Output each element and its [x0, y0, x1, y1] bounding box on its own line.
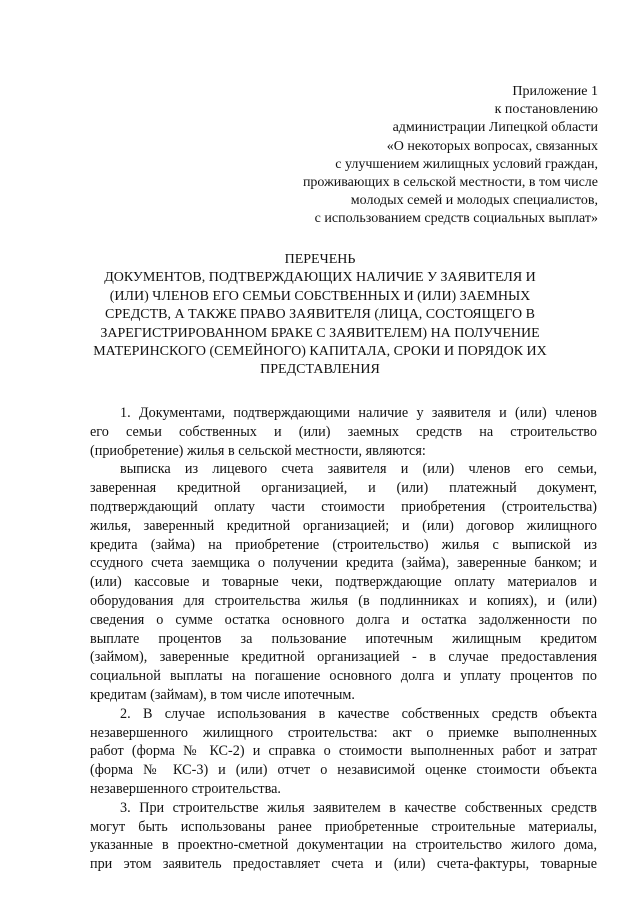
body-line: кредита (займа) на приобретение (строительство) жилья с выпиской из: [90, 536, 597, 553]
appendix-line: к постановлению: [494, 102, 598, 118]
body-line: работ (форма № КС-2) и справка о стоимости выполненных работ и затрат: [90, 743, 597, 760]
body-line: указанные в проектно-сметной документации на строительство жилого дома,: [90, 837, 597, 854]
appendix-header: [268, 83, 598, 229]
body-line: выплате процентов за пользование ипотечным жилищным кредитом: [90, 630, 597, 647]
body-line: подтверждающий оплату части стоимости приобретения (строительства): [90, 498, 597, 515]
body-line: ссудного счета заемщика о получении кредита (займа), заверенные банком; и: [90, 555, 597, 572]
title-line: (ИЛИ) ЧЛЕНОВ ЕГО СЕМЬИ СОБСТВЕННЫХ И (ИЛИ) ЗАЕМНЫХ: [109, 288, 531, 304]
body-line: (форма № КС-3) и (или) отчет о независимой оценке стоимости объекта: [90, 762, 597, 779]
title-line: ДОКУМЕНТОВ, ПОДТВЕРЖДАЮЩИХ НАЛИЧИЕ У ЗАЯВИТЕЛЯ И: [104, 270, 536, 286]
body-line: (приобретение) жилья в сельской местности, являются:: [90, 442, 426, 459]
appendix-line: с улучшением жилищных условий граждан,: [335, 156, 598, 172]
body-line: 1. Документами, подтверждающими наличие у заявителя и (или) членов: [120, 405, 597, 421]
appendix-line: Приложение 1: [512, 84, 598, 99]
title-line: МАТЕРИНСКОГО (СЕМЕЙНОГО) КАПИТАЛА, СРОКИ И ПОРЯДОК ИХ: [93, 344, 547, 360]
title-line: СРЕДСТВ, А ТАКЖЕ ПРАВО ЗАЯВИТЕЛЯ (ЛИЦА, СОСТОЯЩЕГО В: [105, 307, 535, 323]
appendix-line: проживающих в сельской местности, в том числе: [302, 175, 598, 191]
body-line: заверенная кредитной организацией, и (или) платежный документ,: [90, 480, 597, 497]
body-line: незавершенного строительства.: [90, 780, 281, 797]
document-body: [90, 404, 597, 874]
body-line: 2. В случае использования в качестве собственных средств объекта: [120, 705, 597, 722]
title-line: ПРЕДСТАВЛЕНИЯ: [260, 362, 380, 378]
body-line: кредитам (займам), в том числе ипотечным.: [90, 686, 355, 703]
body-line: незавершенного жилищного строительства: акт о приемке выполненных: [90, 724, 597, 741]
body-line: его семьи собственных и (или) заемных средств на строительство: [90, 423, 597, 440]
document-title: [80, 251, 560, 380]
title-line: ПЕРЕЧЕНЬ: [284, 252, 356, 267]
body-line: при этом заявитель предоставляет счета и (или) счета-фактуры, товарные: [90, 856, 597, 873]
body-line: социальной выплаты на погашение основного долга и уплату процентов по: [90, 668, 597, 685]
appendix-line: молодых семей и молодых специалистов,: [350, 193, 598, 209]
appendix-line: «О некоторых вопросах, связанных: [386, 138, 598, 154]
appendix-line: с использованием средств социальных выплат»: [314, 211, 598, 227]
body-line: могут быть использованы ранее приобретенные строительные материалы,: [90, 818, 597, 835]
body-line: жилья, заверенный кредитной организацией; и (или) договор жилищного: [90, 517, 597, 534]
body-line: оборудования для строительства жилья (в подлинниках и копиях), и (или): [90, 592, 597, 609]
title-line: ЗАРЕГИСТРИРОВАННОМ БРАКЕ С ЗАЯВИТЕЛЕМ) НА ПОЛУЧЕНИЕ: [100, 325, 540, 341]
body-line: (или) кассовые и товарные чеки, подтверждающие оплату материалов и: [90, 574, 597, 591]
body-line: (займом), заверенные кредитной организацией - в случае предоставления: [90, 649, 597, 666]
body-line: сведения о сумме остатка основного долга и остатка задолженности по: [90, 611, 597, 628]
body-line: 3. При строительстве жилья заявителем в качестве собственных средств: [120, 799, 597, 816]
appendix-line: администрации Липецкой области: [392, 120, 598, 136]
body-line: выписка из лицевого счета заявителя и (или) членов его семьи,: [120, 461, 597, 478]
